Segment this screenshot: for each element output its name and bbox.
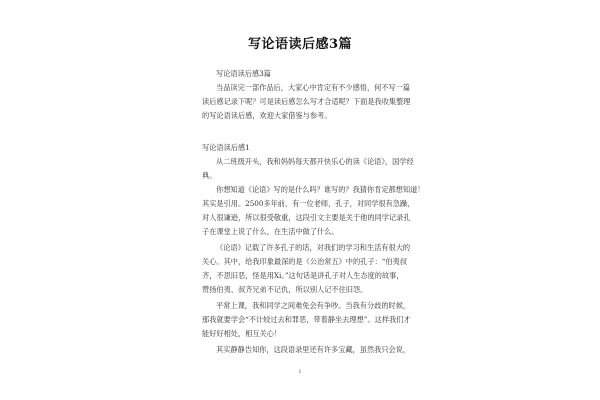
paragraph-line: 你想知道《论语》写的是什么吗？谁写的？我猜你肯定都想知道！ bbox=[216, 185, 425, 194]
document-title: 写论语读后感3篇 bbox=[247, 37, 353, 52]
intro-line: 读后感记录下呢？可是读后感怎么写才合适呢？下面是我收集整理 bbox=[202, 97, 411, 106]
paragraph-line: 从二班级开头，我和妈妈每天都开快乐心的读《论语》，国学经 bbox=[216, 157, 414, 166]
page-number: 1 bbox=[298, 369, 302, 375]
paragraph-line: 平常上课，我和同学之间难免会有争吵。当我有分歧的时候， bbox=[216, 301, 411, 310]
subtitle: 写论语读后感3篇 bbox=[216, 69, 271, 78]
paragraph-line: 《论语》记载了许多孔子的话，对我们的学习和生活有很大的 bbox=[216, 243, 411, 252]
intro-line: 当品读完一部作品后，大家心中肯定有不少感悟，何不写一篇 bbox=[216, 83, 411, 92]
paragraph-line: 典。 bbox=[202, 171, 217, 180]
paragraph-line: 齐，不思旧恶，怪是用Xi。”这句话是讲孔子对人生态度的故事， bbox=[202, 271, 404, 280]
paragraph-line: 能好好相处，相互关心！ bbox=[202, 329, 282, 338]
paragraph-line: 子在课堂上说了什么，在生活中做了什么。 bbox=[202, 227, 339, 236]
intro-line: 的写论语读后感，欢迎大家借鉴与参考。 bbox=[202, 111, 332, 120]
paragraph-line: 其实是引用。2500多年前，有一位老师，孔子，对同学很有急躁， bbox=[202, 199, 415, 208]
paragraph-line: 对人很谦逊，所以很受敬重，这段引文主要是关于他的同学记录孔 bbox=[202, 213, 411, 222]
paragraph-line: 其实静静告知你，这段语录里还有许多宝藏，虽然我只会说， bbox=[216, 345, 411, 354]
paragraph-line: 关心。其中，给我印象最深的是《公冶常五》中的孔子：“伯夷叔 bbox=[202, 257, 407, 266]
paragraph-line: 赞扬伯夷、叔齐兄弟不记仇，所以别人记不住旧怨。 bbox=[202, 285, 368, 294]
section-heading: 写论语读后感1 bbox=[202, 143, 250, 152]
paragraph-line: 那我就要学会“不计较过去和罪恶，带着静坐去理想”。这样我们才 bbox=[202, 315, 411, 324]
